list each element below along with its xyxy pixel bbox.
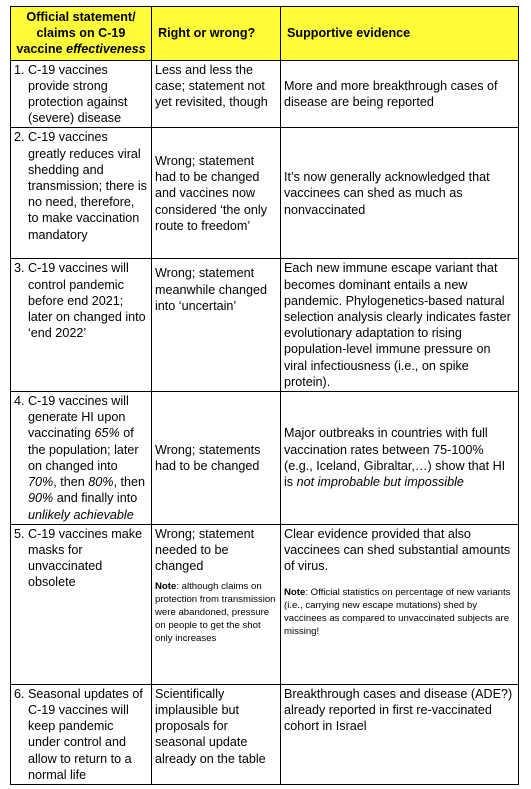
claim-cell (11, 259, 152, 392)
verdict-text: Wrong; statement meanwhile changed into ‘uncertain’ (155, 266, 268, 313)
verdict-cell: Scientifically implausible but proposals for seasonal update already on the table (152, 684, 281, 784)
verdict-cell (152, 259, 281, 392)
table-row (11, 60, 519, 128)
claim-text: C-19 vaccines greatly reduces viral shedding and transmission; there is no need, therefore, to make vaccination mandatory (28, 130, 147, 242)
claim-cell (11, 60, 152, 128)
evidence-cell (281, 392, 519, 525)
header-col1-line3: vaccine (16, 42, 67, 57)
header-official-statement (11, 7, 152, 61)
claim-text: Seasonal updates of C-19 vaccines will keep pandemic under control and allow to return to a normal life (28, 686, 143, 782)
claim-cell (11, 392, 152, 525)
claim-text: C-19 vaccines will generate HI upon vaccinating 65% of the population; later on changed into 70%, then 80%, then 90% and finally into unlikely achievable (28, 394, 145, 522)
row-number: 3. (14, 261, 25, 276)
header-col1-emphasis: effectiveness (66, 42, 146, 57)
evidence-cell: Each new immune escape variant that becomes dominant entails a new pandemic. Phylogenetics-based natural selection analysis clearly indicates faster evolutionary adaptation to rising population-level immune pressure on viral infectiousness (i.e., on spike protein). (281, 259, 519, 392)
table-row (11, 524, 519, 684)
header-supportive-evidence: Supportive evidence (281, 7, 519, 61)
row-number: 4. (14, 394, 25, 409)
evidence-cell: It’s now generally acknowledged that vaccinees can shed as much as nonvaccinated (281, 128, 519, 259)
claims-table (10, 6, 519, 785)
row-number: 6. (14, 686, 25, 701)
header-col1-line1: Official statement/ (26, 10, 136, 24)
row-number: 5. (14, 526, 25, 541)
evidence-cell (281, 524, 519, 684)
row-number: 1. (14, 62, 25, 77)
claim-text: C-19 vaccines provide strong protection against (severe) disease (28, 62, 128, 126)
verdict-cell (152, 524, 281, 684)
verdict-cell: Less and less the case; statement not yet revisited, though (152, 60, 281, 128)
claim-text: C-19 vaccines make masks for unvaccinated obsolete (28, 526, 143, 590)
table-row (11, 392, 519, 525)
table-row (11, 128, 519, 259)
evidence-text: Major outbreaks in countries with full vaccination rates between 75-100% (e.g., Iceland, Gibraltar,…) show that HI is (284, 426, 506, 490)
evidence-emphasis: not improbable but impossible (296, 475, 464, 490)
verdict-text: Wrong; statement needed to be changed (155, 526, 255, 574)
claim-cell (11, 128, 152, 259)
claim-text: C-19 vaccines will control pandemic before end 2021; later on changed into ‘end 2022’ (28, 261, 146, 341)
evidence-cell: Breakthrough cases and disease (ADE?) already reported in first re-vaccinated cohort in Israel (281, 684, 519, 784)
table-row (11, 684, 519, 784)
verdict-cell: Wrong; statement had to be changed and vaccines now considered ‘the only route to freedom’ (152, 128, 281, 259)
verdict-note: Note: although claims on protection from transmission were abandoned, pressure on people to get the shot only increases (155, 581, 276, 645)
header-col1-line2: claims on C-19 (36, 26, 126, 41)
row-number: 2. (14, 130, 25, 145)
header-row (11, 7, 519, 61)
header-right-or-wrong: Right or wrong? (152, 7, 281, 61)
table-row (11, 259, 519, 392)
evidence-note: Note: Official statistics on percentage of new variants (i.e., carrying new escape mutations) shed by vaccinees as compared to unvaccinated subjects are missing! (284, 587, 511, 638)
verdict-cell: Wrong; statements had to be changed (152, 392, 281, 525)
evidence-cell: More and more breakthrough cases of disease are being reported (281, 60, 519, 128)
claim-cell (11, 684, 152, 784)
evidence-text: Clear evidence provided that also vaccinees can shed substantial amounts of virus. (284, 526, 511, 574)
claim-cell (11, 524, 152, 684)
